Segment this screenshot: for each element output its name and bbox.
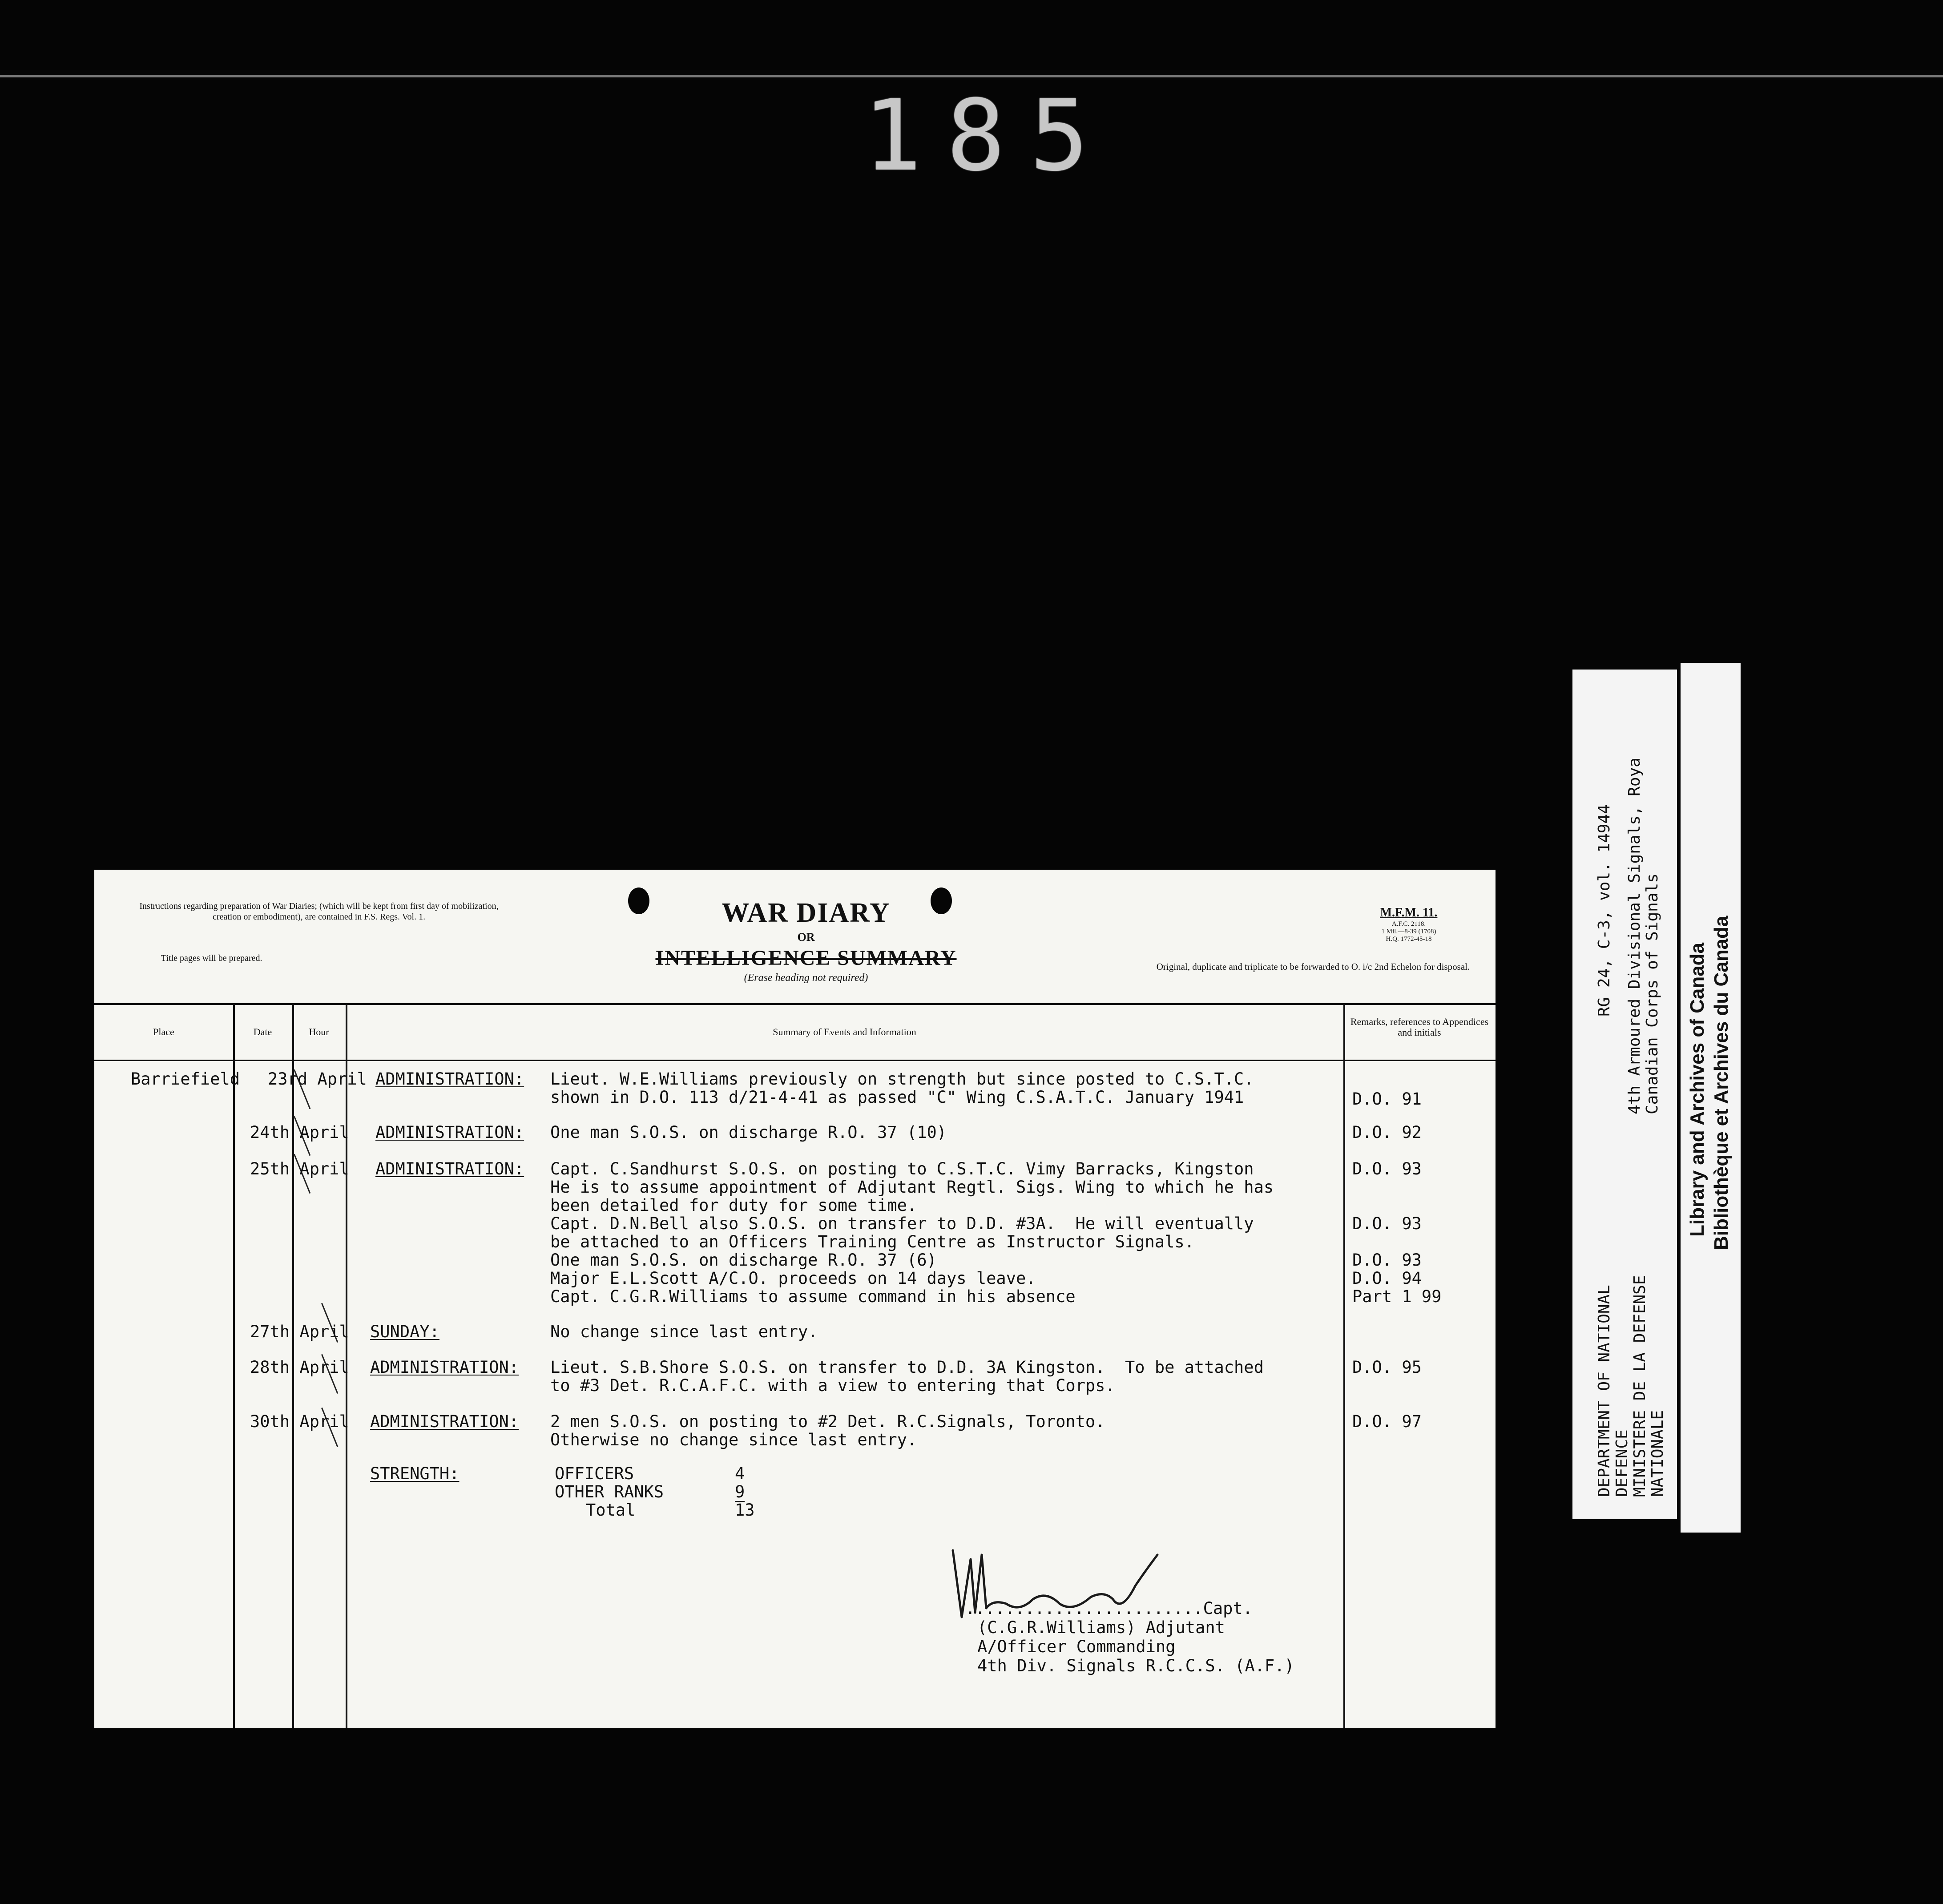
signature-name: (C.G.R.Williams) Adjutant [977, 1618, 1225, 1637]
erase-note: (Erase heading not required) [744, 972, 868, 984]
title-or: OR [797, 931, 815, 944]
entry-line: been detailed for duty for some time. [550, 1196, 917, 1215]
remarks-ref: D.O. 95 [1352, 1358, 1422, 1377]
entry-line: Otherwise no change since last entry. [550, 1430, 917, 1449]
entry-line: Lieut. W.E.Williams previously on strength but since posted to C.S.T.C. [550, 1069, 1254, 1089]
strength-row-label: OTHER RANKS [555, 1482, 664, 1501]
column-header-summary: Summary of Events and Information [773, 1026, 916, 1037]
entry-line: Major E.L.Scott A/C.O. proceeds on 14 days leave. [550, 1269, 1036, 1288]
entry-line: He is to assume appointment of Adjutant Regtl. Sigs. Wing to which he has [550, 1178, 1274, 1197]
column-header-remarks: Remarks, references to Appendices and initials [1350, 1016, 1489, 1038]
entry-line: be attached to an Officers Training Centre as Instructor Signals. [550, 1232, 1194, 1251]
form-code-line: A.F.C. 2118. [1391, 920, 1426, 928]
forwarding-note: Original, duplicate and triplicate to be forwarded to O. i/c 2nd Echelon for disposal. [1156, 961, 1470, 972]
struck-title: INTELLIGENCE SUMMARY [655, 946, 957, 970]
remarks-ref: D.O. 94 [1352, 1269, 1422, 1288]
strength-row-label: Total [586, 1501, 636, 1520]
entry-line: Capt. C.G.R.Williams to assume command in his absence [550, 1287, 1076, 1306]
form-code-line: H.Q. 1772-45-18 [1386, 936, 1432, 943]
entry-section: ADMINISTRATION: [375, 1123, 524, 1142]
department-line: MINISTERE DE LA DEFENSE [1631, 1275, 1649, 1497]
archive-reference-label [1572, 670, 1677, 1519]
entry-line: 2 men S.O.S. on posting to #2 Det. R.C.Signals, Toronto. [550, 1412, 1105, 1431]
instructions-text: Instructions regarding preparation of War Diaries; (which will be kept from first day of mobilization, creation or embodiment), are contained in F.S. Regs. Vol. 1. [139, 901, 499, 922]
entry-section: SUNDAY: [370, 1322, 439, 1341]
form-number: M.F.M. 11. [1380, 906, 1438, 920]
remarks-ref: D.O. 93 [1352, 1159, 1422, 1178]
entry-date: 24th April [250, 1123, 349, 1142]
table-top-rule [94, 1003, 1496, 1005]
archive-reference: RG 24, C-3, vol. 14944 [1595, 804, 1613, 1017]
header-rule [94, 1060, 1496, 1061]
archive-name-fr: Bibliothèque et Archives du Canada [1710, 916, 1732, 1250]
entry-section: ADMINISTRATION: [375, 1069, 524, 1089]
entry-line: One man S.O.S. on discharge R.O. 37 (10) [550, 1123, 947, 1142]
entry-line: Capt. C.Sandhurst S.O.S. on posting to C.S.T.C. Vimy Barracks, Kingston [550, 1159, 1254, 1178]
remarks-ref: Part 1 99 [1352, 1287, 1442, 1306]
unit-line: Canadian Corps of Signals [1643, 873, 1661, 1114]
entry-line: No change since last entry. [550, 1322, 818, 1341]
entry-date: 23rd April [268, 1069, 367, 1089]
column-divider [1343, 1003, 1345, 1728]
strength-row-value: 13 [735, 1501, 755, 1520]
column-divider [233, 1003, 235, 1728]
place-cell: Barriefield [131, 1069, 240, 1089]
entry-section: ADMINISTRATION: [370, 1412, 519, 1431]
title-pages-note: Title pages will be prepared. [161, 953, 262, 963]
remarks-ref: D.O. 92 [1352, 1123, 1422, 1142]
scan-edge-line [0, 75, 1943, 77]
entry-date: 25th April [250, 1159, 349, 1178]
strength-row-label: OFFICERS [555, 1464, 634, 1483]
entry-line: to #3 Det. R.C.A.F.C. with a view to entering that Corps. [550, 1376, 1115, 1395]
signature-title: A/Officer Commanding [977, 1637, 1176, 1656]
entry-section: ADMINISTRATION: [370, 1358, 519, 1377]
signature-line: ........................Capt. [965, 1599, 1253, 1618]
strength-row-value: 9 [735, 1482, 745, 1501]
column-header-date: Date [253, 1026, 272, 1037]
column-header-hour: Hour [309, 1026, 329, 1037]
remarks-ref: D.O. 93 [1352, 1214, 1422, 1233]
entry-line: shown in D.O. 113 d/21-4-41 as passed "C" Wing C.S.A.T.C. January 1941 [550, 1088, 1244, 1107]
war-diary-sheet [94, 870, 1496, 1728]
strength-label: STRENGTH: [370, 1464, 460, 1483]
entry-line: Capt. D.N.Bell also S.O.S. on transfer to D.D. #3A. He will eventually [550, 1214, 1254, 1233]
department-line: DEPARTMENT OF NATIONAL [1595, 1285, 1613, 1497]
form-code [1353, 905, 1464, 943]
entry-line: Lieut. S.B.Shore S.O.S. on transfer to D.D. 3A Kingston. To be attached [550, 1358, 1264, 1377]
column-header-place: Place [153, 1026, 174, 1037]
form-code-line: 1 Mil.—8-39 (1708) [1381, 928, 1436, 935]
department-line: DEFENCE [1613, 1429, 1631, 1497]
archive-name-en: Library and Archives of Canada [1686, 942, 1708, 1237]
entry-date: 30th April [250, 1412, 349, 1431]
department-line: NATIONALE [1649, 1410, 1667, 1497]
remarks-ref: D.O. 93 [1352, 1251, 1422, 1270]
strength-row-value: 4 [735, 1464, 745, 1483]
title-block [606, 896, 1006, 984]
entry-date: 28th April [250, 1358, 349, 1377]
unit-line: 4th Armoured Divisional Signals, Roya [1625, 758, 1644, 1114]
signature-unit: 4th Div. Signals R.C.C.S. (A.F.) [977, 1656, 1294, 1675]
entry-section: ADMINISTRATION: [375, 1159, 524, 1178]
frame-number: 185 [863, 79, 1113, 193]
entry-line: One man S.O.S. on discharge R.O. 37 (6) [550, 1251, 937, 1270]
remarks-ref: D.O. 97 [1352, 1412, 1422, 1431]
entry-date: 27th April [250, 1322, 349, 1341]
document-title: WAR DIARY [722, 898, 891, 928]
archive-name-label [1681, 663, 1741, 1533]
remarks-ref: D.O. 91 [1352, 1089, 1422, 1109]
